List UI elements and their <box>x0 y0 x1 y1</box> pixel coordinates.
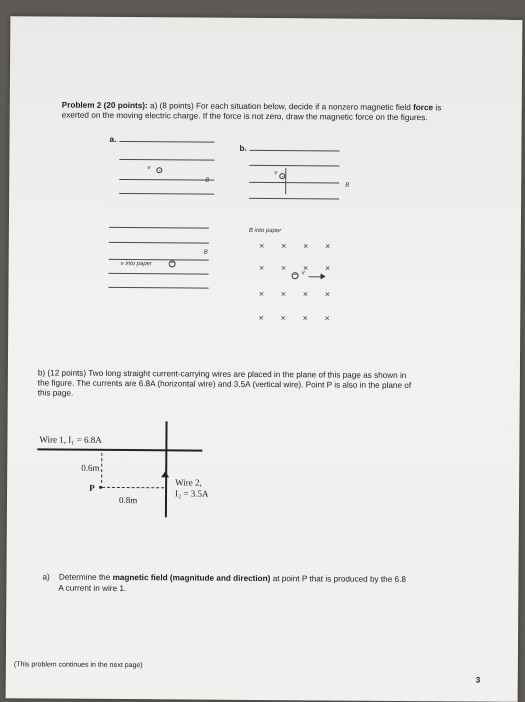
x-mark: × <box>324 314 331 323</box>
figure-c-B-label: B <box>203 249 208 256</box>
figure-a-B-label: B <box>205 177 210 184</box>
distance-horizontal-dash <box>102 487 164 488</box>
figure-a-charge-icon <box>156 167 162 173</box>
figure-c-negative-charge-icon: − <box>170 260 174 267</box>
x-mark: × <box>302 242 309 251</box>
question-a-text-end: at point P that is produced by the 6.8 <box>272 574 406 584</box>
x-mark: × <box>280 314 287 323</box>
page-number: 3 <box>475 675 481 685</box>
x-mark: × <box>302 264 309 273</box>
distance-vertical-dash <box>101 453 102 483</box>
distance-horizontal-label: 0.8m <box>118 494 138 506</box>
question-a-line2: A current in wire 1. <box>58 583 127 594</box>
figure-a-v-label: v <box>147 165 151 172</box>
problem-header-line2: exerted on the moving electric charge. If the force is not zero, draw the magnetic force on the figures. <box>61 110 428 123</box>
part-b-line2: the figure. The currents are 6.8A (horizontal wire) and 3.5A (vertical wire). Point P is also in the plane of <box>37 378 412 391</box>
figure-b-v-label: v <box>274 170 278 177</box>
figure-a-label: a. <box>109 134 117 144</box>
figure-b-charge-icon <box>279 173 285 179</box>
wire1-line <box>37 448 202 451</box>
wire2-line <box>165 421 167 517</box>
wire2-label-line1: Wire 2, <box>175 477 202 488</box>
point-p-label: P <box>89 482 95 493</box>
worksheet-page <box>6 16 523 702</box>
figure-d-negative-charge-icon: − <box>293 272 297 279</box>
velocity-arrow-icon <box>321 273 326 279</box>
wire2-label-line2: I₂ = 3.5A <box>175 488 209 499</box>
question-a-prefix: a) <box>42 572 50 582</box>
part-b-line1: b) (12 points) Two long straight current-carrying wires are placed in the plane of this page as shown in <box>37 368 407 380</box>
x-mark: × <box>258 313 265 323</box>
distance-vertical-label: 0.6m <box>81 462 100 473</box>
figure-b-label: b. <box>239 143 247 153</box>
problem-instruction: a) (8 points) For each situation below, decide if a nonzero magnetic field <box>149 101 411 113</box>
question-a-text-bold: magnetic field (magnitude and direction) <box>112 572 271 584</box>
problem-force-word: force <box>413 103 434 113</box>
x-mark: × <box>280 264 287 273</box>
part-b-line3: this page. <box>37 388 74 398</box>
x-mark: × <box>280 290 287 299</box>
question-a-text-start: Determine the <box>58 572 111 582</box>
problem-is-word: is <box>435 103 442 113</box>
problem-title: Problem 2 (20 points): <box>61 100 148 111</box>
continues-note: (This problem continues in the next page) <box>13 661 143 670</box>
figure-d-B-into-label: B into paper <box>248 227 282 235</box>
x-mark: × <box>258 289 265 299</box>
x-mark: × <box>258 263 265 273</box>
x-mark: × <box>324 242 331 251</box>
x-mark: × <box>280 242 287 251</box>
x-mark: × <box>302 290 309 299</box>
x-mark: × <box>324 290 331 299</box>
wire1-label: Wire 1, I₁ = 6.8A <box>39 434 102 445</box>
figure-b-B-label: B <box>345 182 350 189</box>
x-mark: × <box>258 241 265 251</box>
x-mark: × <box>324 264 331 273</box>
figure-d-v-label: v <box>301 270 305 277</box>
x-mark: × <box>302 314 309 323</box>
figure-c-v-into-label: v into paper <box>120 260 153 268</box>
wire2-current-arrow-icon <box>161 471 169 477</box>
